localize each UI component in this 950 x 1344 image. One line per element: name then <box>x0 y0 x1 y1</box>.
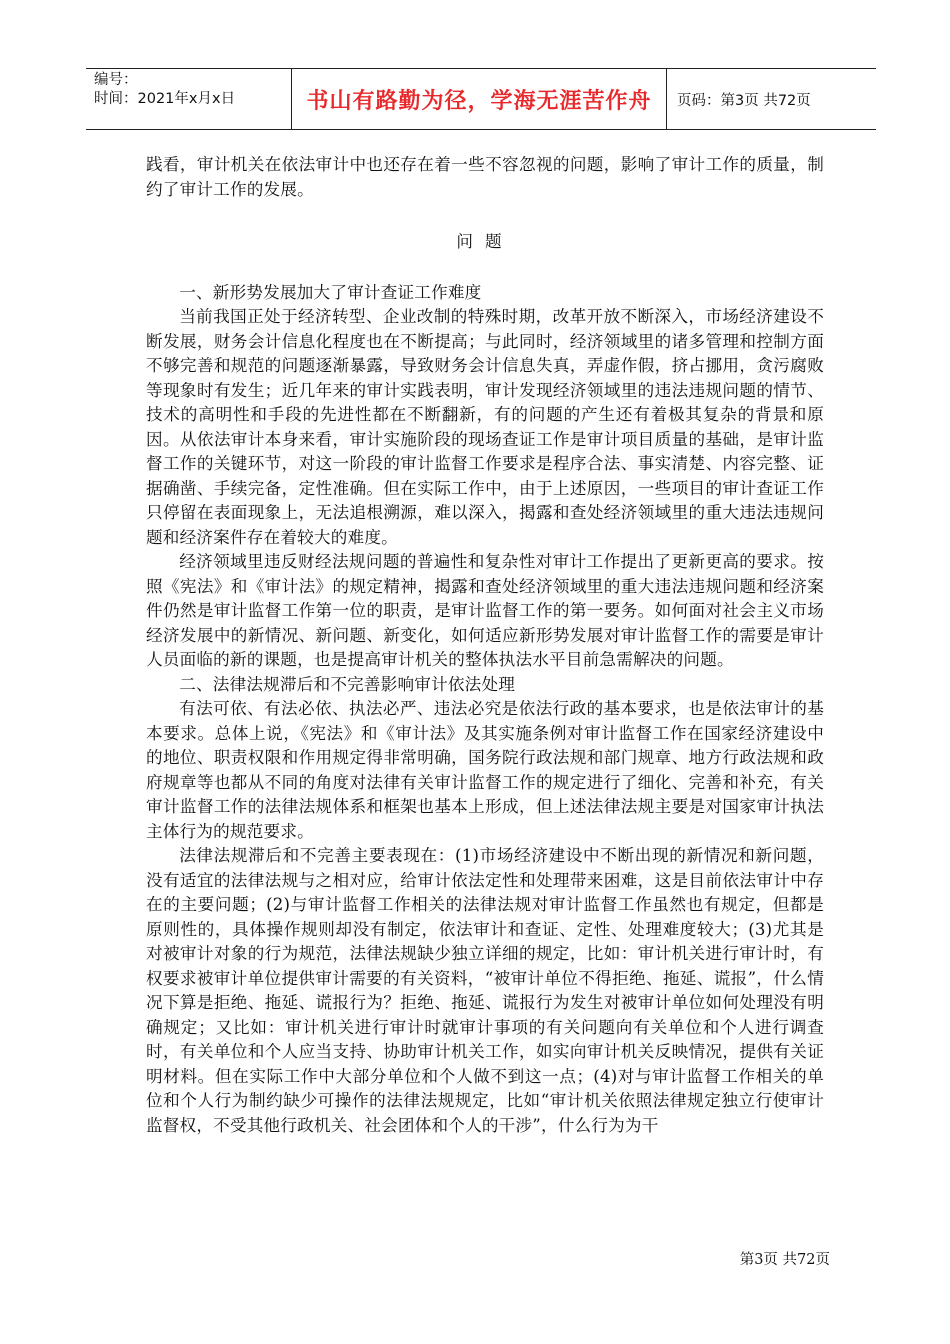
header-meta <box>86 69 292 129</box>
document-number-label: 编号： <box>94 72 138 88</box>
paragraph: 有法可依、有法必依、执法必严、违法必究是依法行政的基本要求，也是依法审计的基本要求。总体上说，《宪法》和《审计法》及其实施条例对审计监督工作在国家经济建设中的地位、职责权限和作用规定得非常明确，国务院行政法规和部门规章、地方行政法规和政府规章等也都从不同的角度对法律有关审计监督工作的规定进行了细化、完善和补充，有关审计监督工作的法律法规体系和框架也基本上形成，但上述法律法规主要是对国家审计执法主体行为的规范要求。 <box>146 699 824 841</box>
page-footer: 第3页 共72页 <box>739 1252 830 1268</box>
document-body <box>146 153 824 1138</box>
subheading-one: 一、新形势发展加大了审计查证工作难度 <box>179 282 482 302</box>
header-page-number: 页码：第3页 共72页 <box>677 92 811 109</box>
section-heading: 问题 <box>456 232 514 251</box>
page-header <box>86 68 876 130</box>
header-motto: 书山有路勤为径，学海无涯苦作舟 <box>292 69 667 129</box>
subheading-two: 二、法律法规滞后和不完善影响审计依法处理 <box>179 674 516 694</box>
paragraph-continued: 践看，审计机关在依法审计中也还存在着一些不容忽视的问题，影响了审计工作的质量，制约了审计工作的发展。 <box>146 155 824 199</box>
paragraph: 当前我国正处于经济转型、企业改制的特殊时期，改革开放不断深入，市场经济建设不断发展，财务会计信息化程度也在不断提高；与此同时，经济领域里的诸多管理和控制方面不够完善和规范的问题逐渐暴露，导致财务会计信息失真，弄虚作假，挤占挪用，贪污腐败等现象时有发生；近几年来的审计实践表明，审计发现经济领域里的违法违规问题的情节、技术的高明性和手段的先进性都在不断翻新，有的问题的产生还有着极其复杂的背景和原因。从依法审计本身来看，审计实施阶段的现场查证工作是审计项目质量的基础，是审计监督工作的关键环节，对这一阶段的审计监督工作要求是程序合法、事实清楚、内容完整、证据确凿、手续完备，定性准确。但在实际工作中，由于上述原因，一些项目的审计查证工作只停留在表面现象上，无法追根溯源，难以深入，揭露和查处经济领域里的重大违法违规问题和经济案件存在着较大的难度。 <box>146 307 824 547</box>
paragraph: 经济领域里违反财经法规问题的普遍性和复杂性对审计工作提出了更新更高的要求。按照《宪法》和《审计法》的规定精神，揭露和查处经济领域里的重大违法违规问题和经济案件仍然是审计监督工作第一位的职责，是审计监督工作的第一要务。如何面对社会主义市场经济发展中的新情况、新问题、新变化，如何适应新形势发展对审计监督工作的需要是审计人员面临的新的课题，也是提高审计机关的整体执法水平目前急需解决的问题。 <box>146 552 824 669</box>
document-date: 时间：2021年x月x日 <box>94 91 236 107</box>
paragraph: 法律法规滞后和不完善主要表现在：(1)市场经济建设中不断出现的新情况和新问题，没有适宜的法律法规与之相对应，给审计依法定性和处理带来困难，这是目前依法审计中存在的主要问题；(2)与审计监督工作相关的法律法规对审计监督工作虽然也有规定，但都是原则性的，具体操作规则却没有制定，依法审计和查证、定性、处理难度较大；(3)尤其是对被审计对象的行为规范，法律法规缺少独立详细的规定，比如：审计机关进行审计时，有权要求被审计单位提供审计需要的有关资料，“被审计单位不得拒绝、拖延、谎报”，什么情况下算是拒绝、拖延、谎报行为？拒绝、拖延、谎报行为发生对被审计单位如何处理没有明确规定；又比如：审计机关进行审计时就审计事项的有关问题向有关单位和个人进行调查时，有关单位和个人应当支持、协助审计机关工作，如实向审计机关反映情况，提供有关证明材料。但在实际工作中大部分单位和个人做不到这一点；(4)对与审计监督工作相关的单位和个人行为制约缺少可操作的法律法规规定，比如“审计机关依照法律规定独立行使审计监督权，不受其他行政机关、社会团体和个人的干涉”，什么行为为干 <box>146 846 824 1135</box>
